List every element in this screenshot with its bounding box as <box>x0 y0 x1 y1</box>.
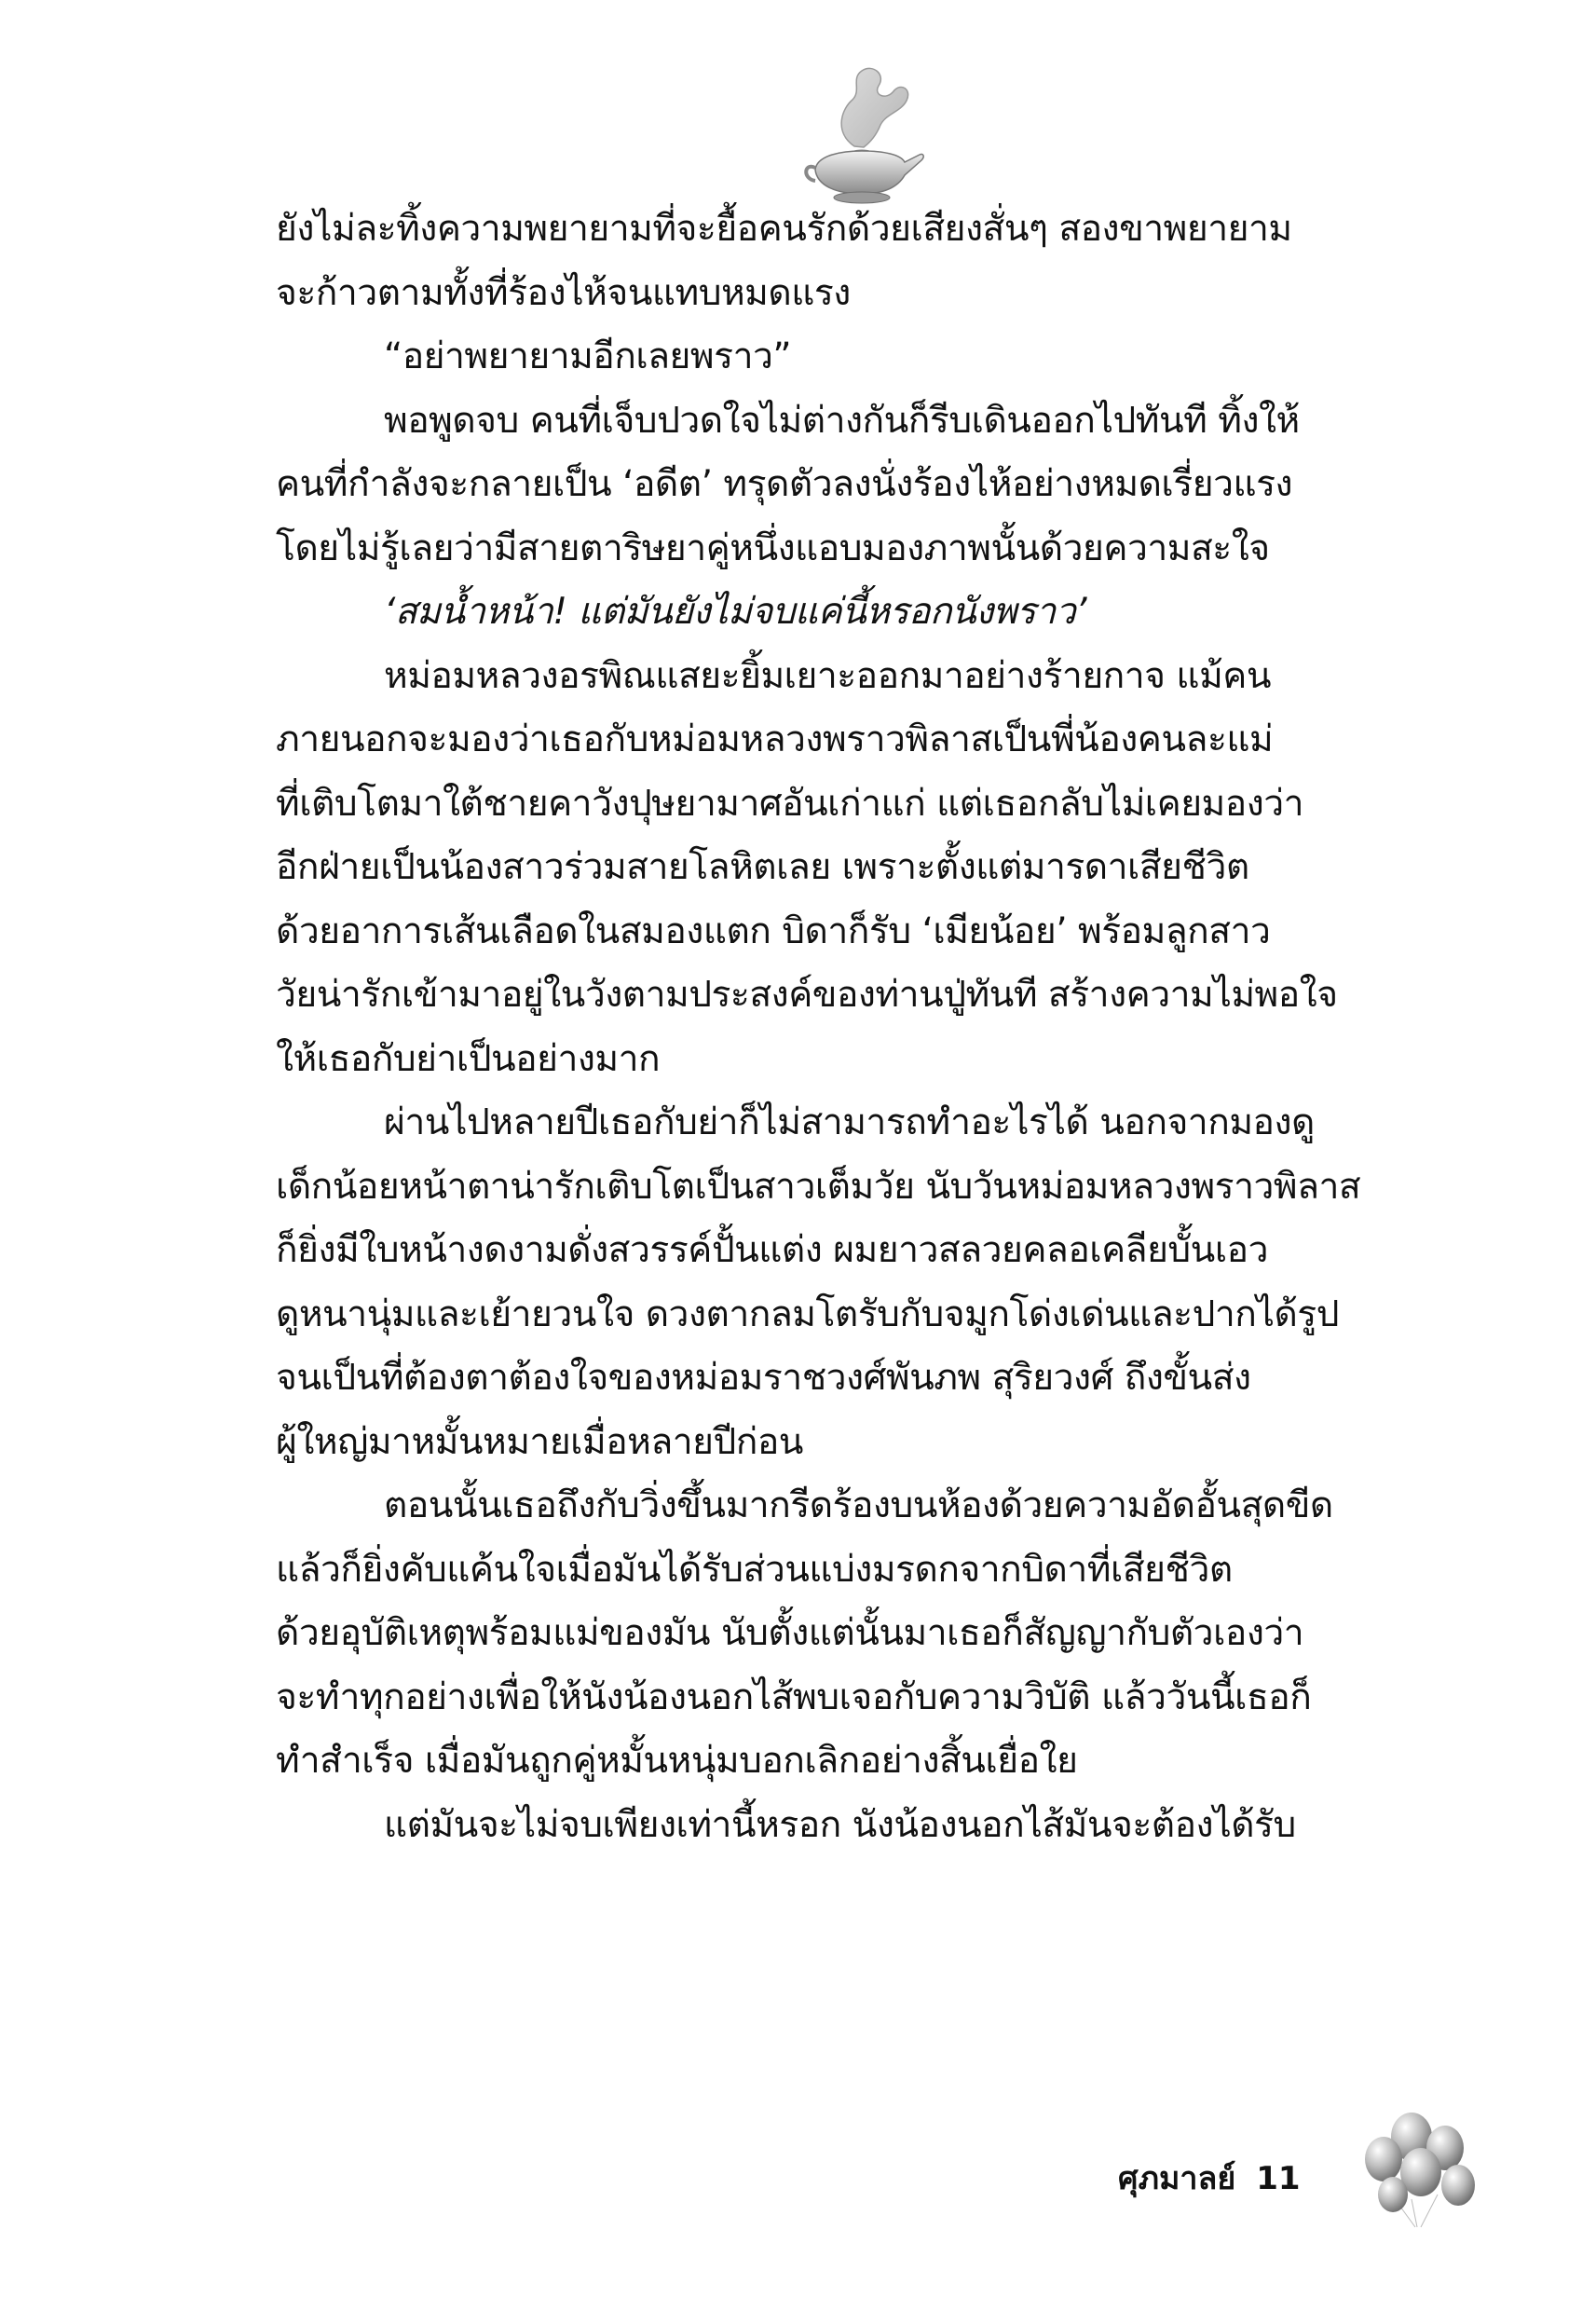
text-line: ด้วยอุบัติเหตุพร้อมแม่ของมัน นับตั้งแต่นั้นมาเธอก็สัญญากับตัวเองว่า <box>276 1612 1304 1654</box>
text-line: จะทำทุกอย่างเพื่อให้นังน้องนอกไส้พบเจอกับความวิบัติ แล้ววันนี้เธอก็ <box>276 1675 1312 1718</box>
text-line: จะก้าวตามทั้งที่ร้องไห้จนแทบหมดแรง <box>276 271 851 314</box>
text-line: ภายนอกจะมองว่าเธอกับหม่อมหลวงพราวพิลาสเป็นพี่น้องคนละแม่ <box>276 718 1274 760</box>
author-name: ศุภมาลย์ <box>1118 2160 1236 2197</box>
magic-lamp-icon <box>797 58 927 207</box>
text-line: เด็กน้อยหน้าตาน่ารักเติบโตเป็นสาวเต็มวัย นับวันหม่อมหลวงพราวพิลาส <box>276 1165 1361 1208</box>
text-line: แต่มันจะไม่จบเพียงเท่านี้หรอก นังน้องนอกไส้มันจะต้องได้รับ <box>384 1803 1296 1846</box>
text-line: วัยน่ารักเข้ามาอยู่ในวังตามประสงค์ของท่านปู่ทันที สร้างความไม่พอใจ <box>276 974 1338 1016</box>
text-line: ‘สมน้ำหน้า! แต่มันยังไม่จบแค่นี้หรอกนังพราว’ <box>384 591 1087 633</box>
text-line: ก็ยิ่งมีใบหน้างดงามดั่งสวรรค์ปั้นแต่ง ผมยาวสลวยคลอเคลียบั้นเอว <box>276 1229 1268 1271</box>
text-line: ด้วยอาการเส้นเลือดในสมองแตก บิดาก็รับ ‘เมียน้อย’ พร้อมลูกสาว <box>276 909 1271 952</box>
text-line: ให้เธอกับย่าเป็นอย่างมาก <box>276 1037 661 1080</box>
text-line: หม่อมหลวงอรพิณแสยะยิ้มเยาะออกมาอย่างร้ายกาจ แม้คน <box>384 654 1272 697</box>
page-number: 11 <box>1256 2160 1301 2197</box>
text-line: ทำสำเร็จ เมื่อมันถูกคู่หมั้นหนุ่มบอกเลิกอย่างสิ้นเยื่อใย <box>276 1740 1078 1782</box>
text-line: อีกฝ่ายเป็นน้องสาวร่วมสายโลหิตเลย เพราะตั้งแต่มารดาเสียชีวิต <box>276 846 1249 888</box>
text-line: พอพูดจบ คนที่เจ็บปวดใจไม่ต่างกันก็รีบเดินออกไปทันที ทิ้งให้ <box>384 399 1300 442</box>
text-line: “อย่าพยายามอีกเลยพราว” <box>384 335 792 377</box>
text-line: จนเป็นที่ต้องตาต้องใจของหม่อมราชวงศ์พันภพ สุริยวงศ์ ถึงขั้นส่ง <box>276 1357 1251 1399</box>
page-footer <box>1118 2153 1301 2203</box>
text-line: ผ่านไปหลายปีเธอกับย่าก็ไม่สามารถทำอะไรได้ นอกจากมองดู <box>384 1101 1315 1143</box>
text-line: ที่เติบโตมาใต้ชายคาวังปุษยามาศอันเก่าแก่ แต่เธอกลับไม่เคยมองว่า <box>276 782 1304 825</box>
text-line: โดยไม่รู้เลยว่ามีสายตาริษยาคู่หนึ่งแอบมองภาพนั้นด้วยความสะใจ <box>276 526 1270 569</box>
text-line: คนที่กำลังจะกลายเป็น ‘อดีต’ ทรุดตัวลงนั่งร้องไห้อย่างหมดเรี่ยวแรง <box>276 463 1293 505</box>
text-line: แล้วก็ยิ่งคับแค้นใจเมื่อมันได้รับส่วนแบ่งมรดกจากบิดาที่เสียชีวิต <box>276 1548 1233 1591</box>
text-line: ดูหนานุ่มและเย้ายวนใจ ดวงตากลมโตรับกับจมูกโด่งเด่นและปากได้รูป <box>276 1292 1339 1335</box>
body-text <box>276 198 1431 1857</box>
text-line: ยังไม่ละทิ้งความพยายามที่จะยื้อคนรักด้วยเสียงสั่นๆ สองขาพยายาม <box>276 208 1292 250</box>
text-line: ผู้ใหญ่มาหมั้นหมายเมื่อหลายปีก่อน <box>276 1420 803 1463</box>
text-line: ตอนนั้นเธอถึงกับวิ่งขึ้นมากรีดร้องบนห้องด้วยความอัดอั้นสุดขีด <box>384 1484 1333 1526</box>
balloons-icon <box>1356 2111 1486 2232</box>
